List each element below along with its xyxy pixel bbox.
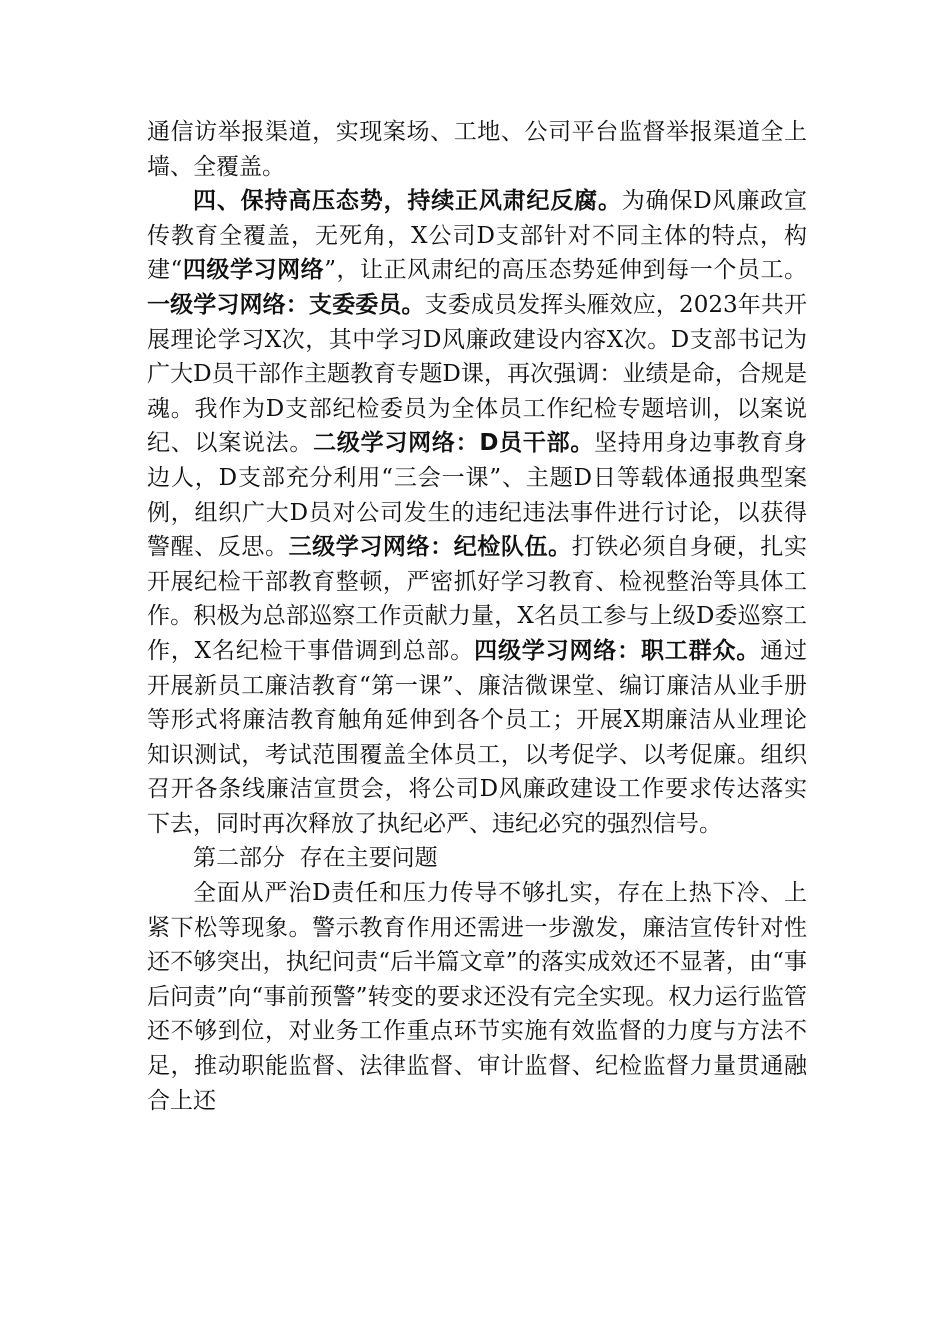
paragraph-text: ”，让正风肃纪的高压态势延伸到每一个员工。 bbox=[324, 257, 807, 284]
paragraph-text: 全面从严治D责任和压力传导不够扎实，存在上热下冷、上紧下松等现象。警示教育作用还需进一步激发，廉洁宣传针对性还不够突出，执纪问责“后半篇文章”的落实成效还不显著，由“事后问责”向“事前预警”转变的要求还没有完全实现。权力运行监管还不够到位，对业务工作重点环节实施有效监督的力度与方法不足，推动职能监督、法律监督、审计监督、纪检监督力量贯通融合上还 bbox=[147, 880, 807, 1114]
level-two-heading: 二级学习网络：D员干部。 bbox=[313, 430, 595, 457]
paragraph-text: 打铁必须自身硬，扎实开展纪检干部教育整顿，严密抓好学习教育、检视整治等具体工作。积极为总部巡察工作贡献力量，X名员工参与上级D委巡察工作，X名纪检干事借调到总部。 bbox=[147, 534, 808, 664]
paragraph-text: 支委成员发挥头雁效应，2023年共开展理论学习X次，其中学习D风廉政建设内容X次。D支部书记为广大D员干部作主题教育专题D课，再次强调：业绩是命，合规是魂。我作为D支部纪检委员为全体员工作纪检专题培训，以案说纪、以案说法。 bbox=[147, 291, 807, 457]
paragraph-continued bbox=[147, 115, 807, 184]
paragraph-learning-network bbox=[147, 184, 807, 841]
paragraph-text: 通信访举报渠道，实现案场、工地、公司平台监督举报渠道全上墙、全覆盖。 bbox=[147, 119, 807, 180]
bold-phrase: 四级学习网络 bbox=[182, 257, 325, 284]
paragraph-problems bbox=[147, 876, 807, 1118]
part-two-heading: 第二部分 存在主要问题 bbox=[193, 845, 438, 872]
paragraph-text: 通过开展新员工廉洁教育“第一课”、廉洁微课堂、编订廉洁从业手册等形式将廉洁教育触角延伸到各个员工；开展X期廉洁从业理论知识测试，考试范围覆盖全体员工，以考促学、以考促廉。组织召开各条线廉洁宣贯会，将公司D风廉政建设工作要求传达落实下去，同时再次释放了执纪必严、违纪必究的强烈信号。 bbox=[147, 637, 808, 837]
section-heading-bold: 四、保持高压态势，持续正风肃纪反腐。 bbox=[193, 188, 622, 215]
paragraph-text: 为确保D风廉政宣传教育全覆盖，无死角，X公司D支部针对不同主体的特点，构建“ bbox=[147, 188, 807, 284]
level-three-heading: 三级学习网络：纪检队伍。 bbox=[288, 534, 572, 561]
level-one-heading: 一级学习网络：支委委员。 bbox=[147, 291, 425, 318]
document-body bbox=[147, 115, 807, 1118]
paragraph-text: 坚持用身边事教育身边人，D支部充分利用“三会一课”、主题D日等载体通报典型案例，组织广大D员对公司发生的违纪违法事件进行讨论，以获得警醒、反思。 bbox=[147, 430, 808, 561]
level-four-heading: 四级学习网络：职工群众。 bbox=[474, 637, 761, 664]
